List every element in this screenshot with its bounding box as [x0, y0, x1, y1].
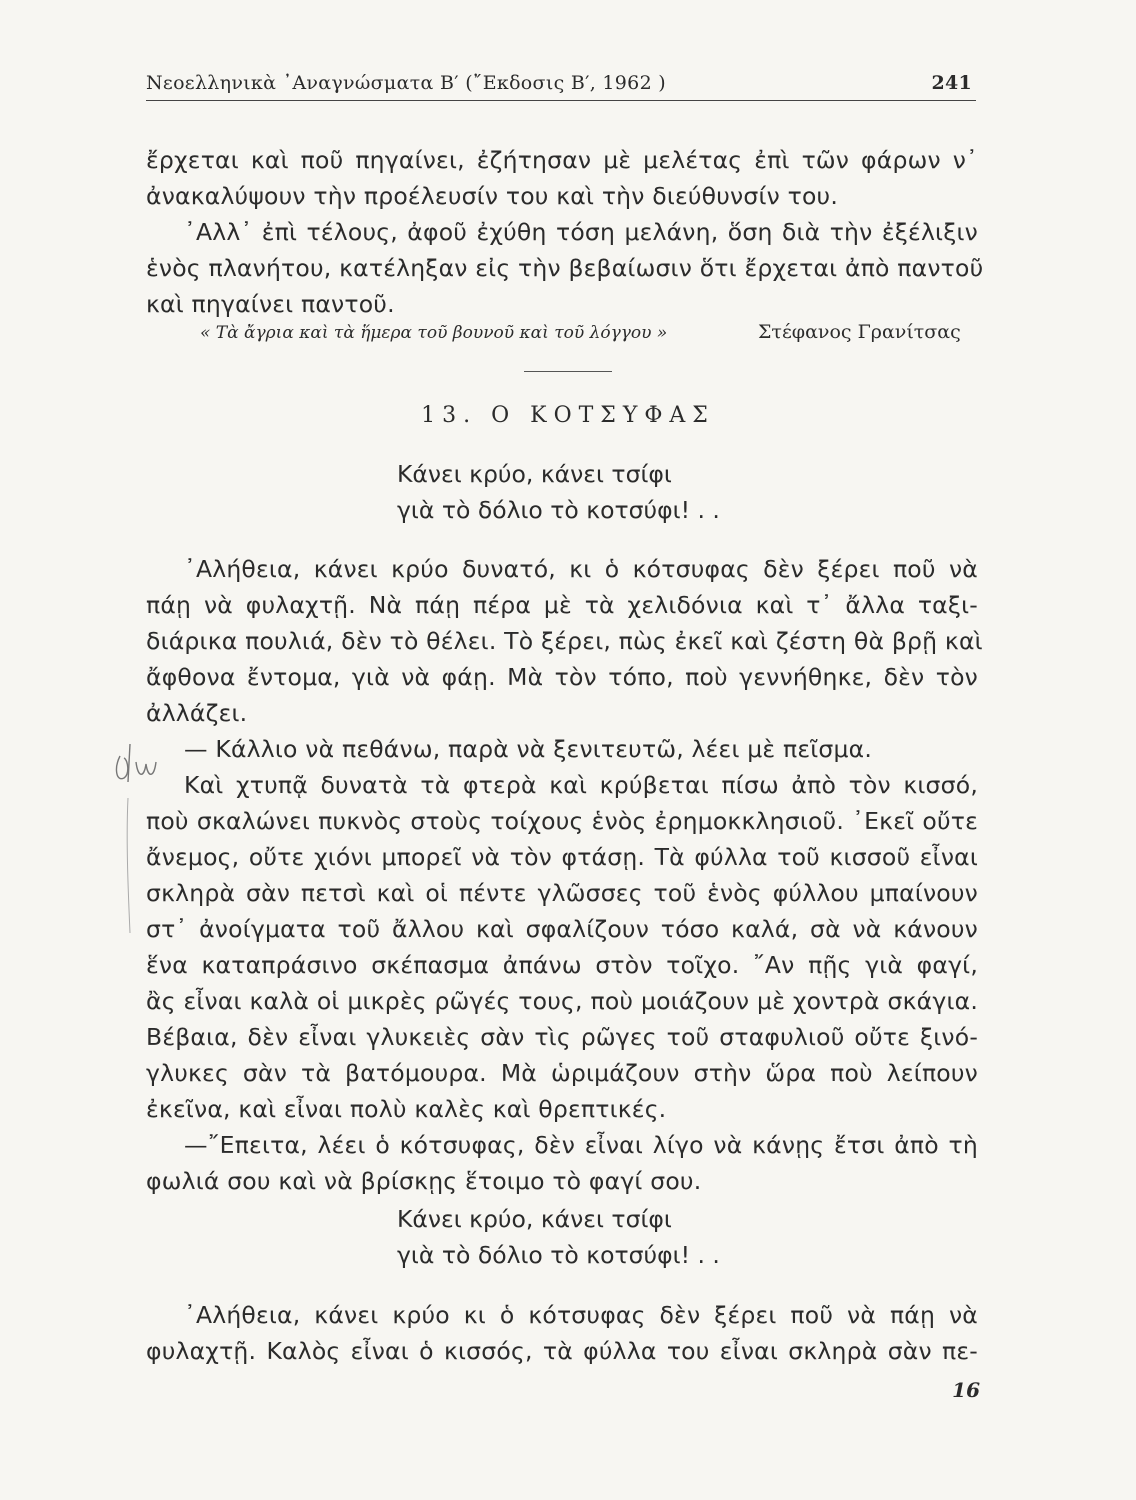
text-line: — Κάλλιο νὰ πεθάνω, παρὰ νὰ ξενιτευτῶ, λέει μὲ πεῖσμα.: [184, 735, 873, 763]
text-line: ἕνα καταπράσινο σκέπασμα ἀπάνω στὸν τοῖχο. ῎Αν πῇς γιὰ φαγί,: [146, 951, 978, 979]
text-line: ᾿Αλλ᾿ ἐπὶ τέλους, ἀφοῦ ἐχύθη τόση μελάνη, ὅση διὰ τὴν ἐξέλιξιν: [184, 218, 978, 246]
author-name: Στέφανος Γρανίτσας: [758, 321, 961, 343]
text-line: ἐκεῖνα, καὶ εἶναι πολὺ καλὲς καὶ θρεπτικές.: [146, 1095, 667, 1123]
chapter-title: 13. Ο ΚΟΤΣΥΦΑΣ: [421, 403, 715, 428]
text-line: ἔρχεται καὶ ποῦ πηγαίνει, ἐζήτησαν μὲ μελέτας ἐπὶ τῶν φάρων ν᾿: [146, 146, 978, 174]
refrain-line: γιὰ τὸ δόλιο τὸ κοτσύφι! . .: [397, 1241, 720, 1269]
text-line: ἀλλάζει.: [146, 699, 248, 727]
text-line: γλυκες σὰν τὰ βατόμουρα. Μὰ ὡριμάζουν στὴν ὥρα ποὺ λείπουν: [146, 1059, 978, 1087]
text-line: ἀνακαλύψουν τὴν προέλευσίν του καὶ τὴν διεύθυνσίν του.: [146, 182, 839, 210]
text-line: ἄνεμος, οὔτε χιόνι μπορεῖ νὰ τὸν φτάσῃ. Τὰ φύλλα τοῦ κισσοῦ εἶναι: [146, 843, 978, 871]
text-line: ἂς εἶναι καλὰ οἱ μικρὲς ρῶγές τους, ποὺ μοιάζουν μὲ χοντρὰ σκάγια.: [146, 987, 978, 1015]
text-line: Βέβαια, δὲν εἶναι γλυκειὲς σὰν τὶς ρῶγες τοῦ σταφυλιοῦ οὔτε ξινό-: [146, 1023, 978, 1051]
source-citation: « Τὰ ἄγρια καὶ τὰ ἥμερα τοῦ βουνοῦ καὶ τοῦ λόγγου »: [200, 323, 668, 343]
text-line: Καὶ χτυπᾷ δυνατὰ τὰ φτερὰ καὶ κρύβεται πίσω ἀπὸ τὸν κισσό,: [184, 771, 978, 799]
refrain-line: Κάνει κρύο, κάνει τσίφι: [397, 1205, 672, 1233]
handwritten-margin-mark: [106, 738, 166, 938]
text-line: καὶ πηγαίνει παντοῦ.: [146, 290, 395, 318]
signature-mark: 16: [952, 1378, 980, 1402]
text-line: ποὺ σκαλώνει πυκνὸς στοὺς τοίχους ἑνὸς ἐρημοκκλησιοῦ. ᾿Εκεῖ οὔτε: [146, 807, 978, 835]
text-line: ᾿Αλήθεια, κάνει κρύο κι ὁ κότσυφας δὲν ξέρει ποῦ νὰ πάῃ νὰ: [184, 1301, 978, 1329]
text-line: ᾿Αλήθεια, κάνει κρύο δυνατό, κι ὁ κότσυφας δὲν ξέρει ποῦ νὰ: [184, 555, 978, 583]
refrain-line: γιὰ τὸ δόλιο τὸ κοτσύφι! . .: [397, 496, 720, 524]
text-line: —῎Επειτα, λέει ὁ κότσυφας, δὲν εἶναι λίγο νὰ κάνῃς ἔτσι ἀπὸ τὴ: [184, 1131, 978, 1159]
refrain-line: Κάνει κρύο, κάνει τσίφι: [397, 460, 672, 488]
text-line: φωλιά σου καὶ νὰ βρίσκῃς ἕτοιμο τὸ φαγί σου.: [146, 1167, 702, 1195]
running-header: [146, 70, 976, 101]
section-divider: [524, 371, 612, 372]
text-line: διάρικα πουλιά, δὲν τὸ θέλει. Τὸ ξέρει, πὼς ἐκεῖ καὶ ζέστη θὰ βρῇ καὶ: [146, 627, 983, 655]
text-line: σκληρὰ σὰν πετσὶ καὶ οἱ πέντε γλῶσσες τοῦ ἑνὸς φύλλου μπαίνουν: [146, 879, 978, 907]
text-line: ἄφθονα ἔντομα, γιὰ νὰ φάῃ. Μὰ τὸν τόπο, ποὺ γεννήθηκε, δὲν τὸν: [146, 663, 978, 691]
header-title: Νεοελληνικὰ ᾿Αναγνώσματα Β′ (῎Εκδοσις Β′, 1962 ): [146, 72, 667, 94]
text-line: φυλαχτῇ. Καλὸς εἶναι ὁ κισσός, τὰ φύλλα του εἶναι σκληρὰ σὰν πε-: [146, 1337, 978, 1365]
text-line: ἑνὸς πλανήτου, κατέληξαν εἰς τὴν βεβαίωσιν ὅτι ἔρχεται ἀπὸ παντοῦ: [146, 254, 984, 282]
text-line: πάῃ νὰ φυλαχτῇ. Νὰ πάῃ πέρα μὲ τὰ χελιδόνια καὶ τ᾿ ἄλλα ταξι-: [146, 591, 978, 619]
page-number: 241: [931, 72, 972, 94]
text-line: στ᾿ ἀνοίγματα τοῦ ἄλλου καὶ σφαλίζουν τόσο καλά, σὰ νὰ κάνουν: [146, 915, 978, 943]
